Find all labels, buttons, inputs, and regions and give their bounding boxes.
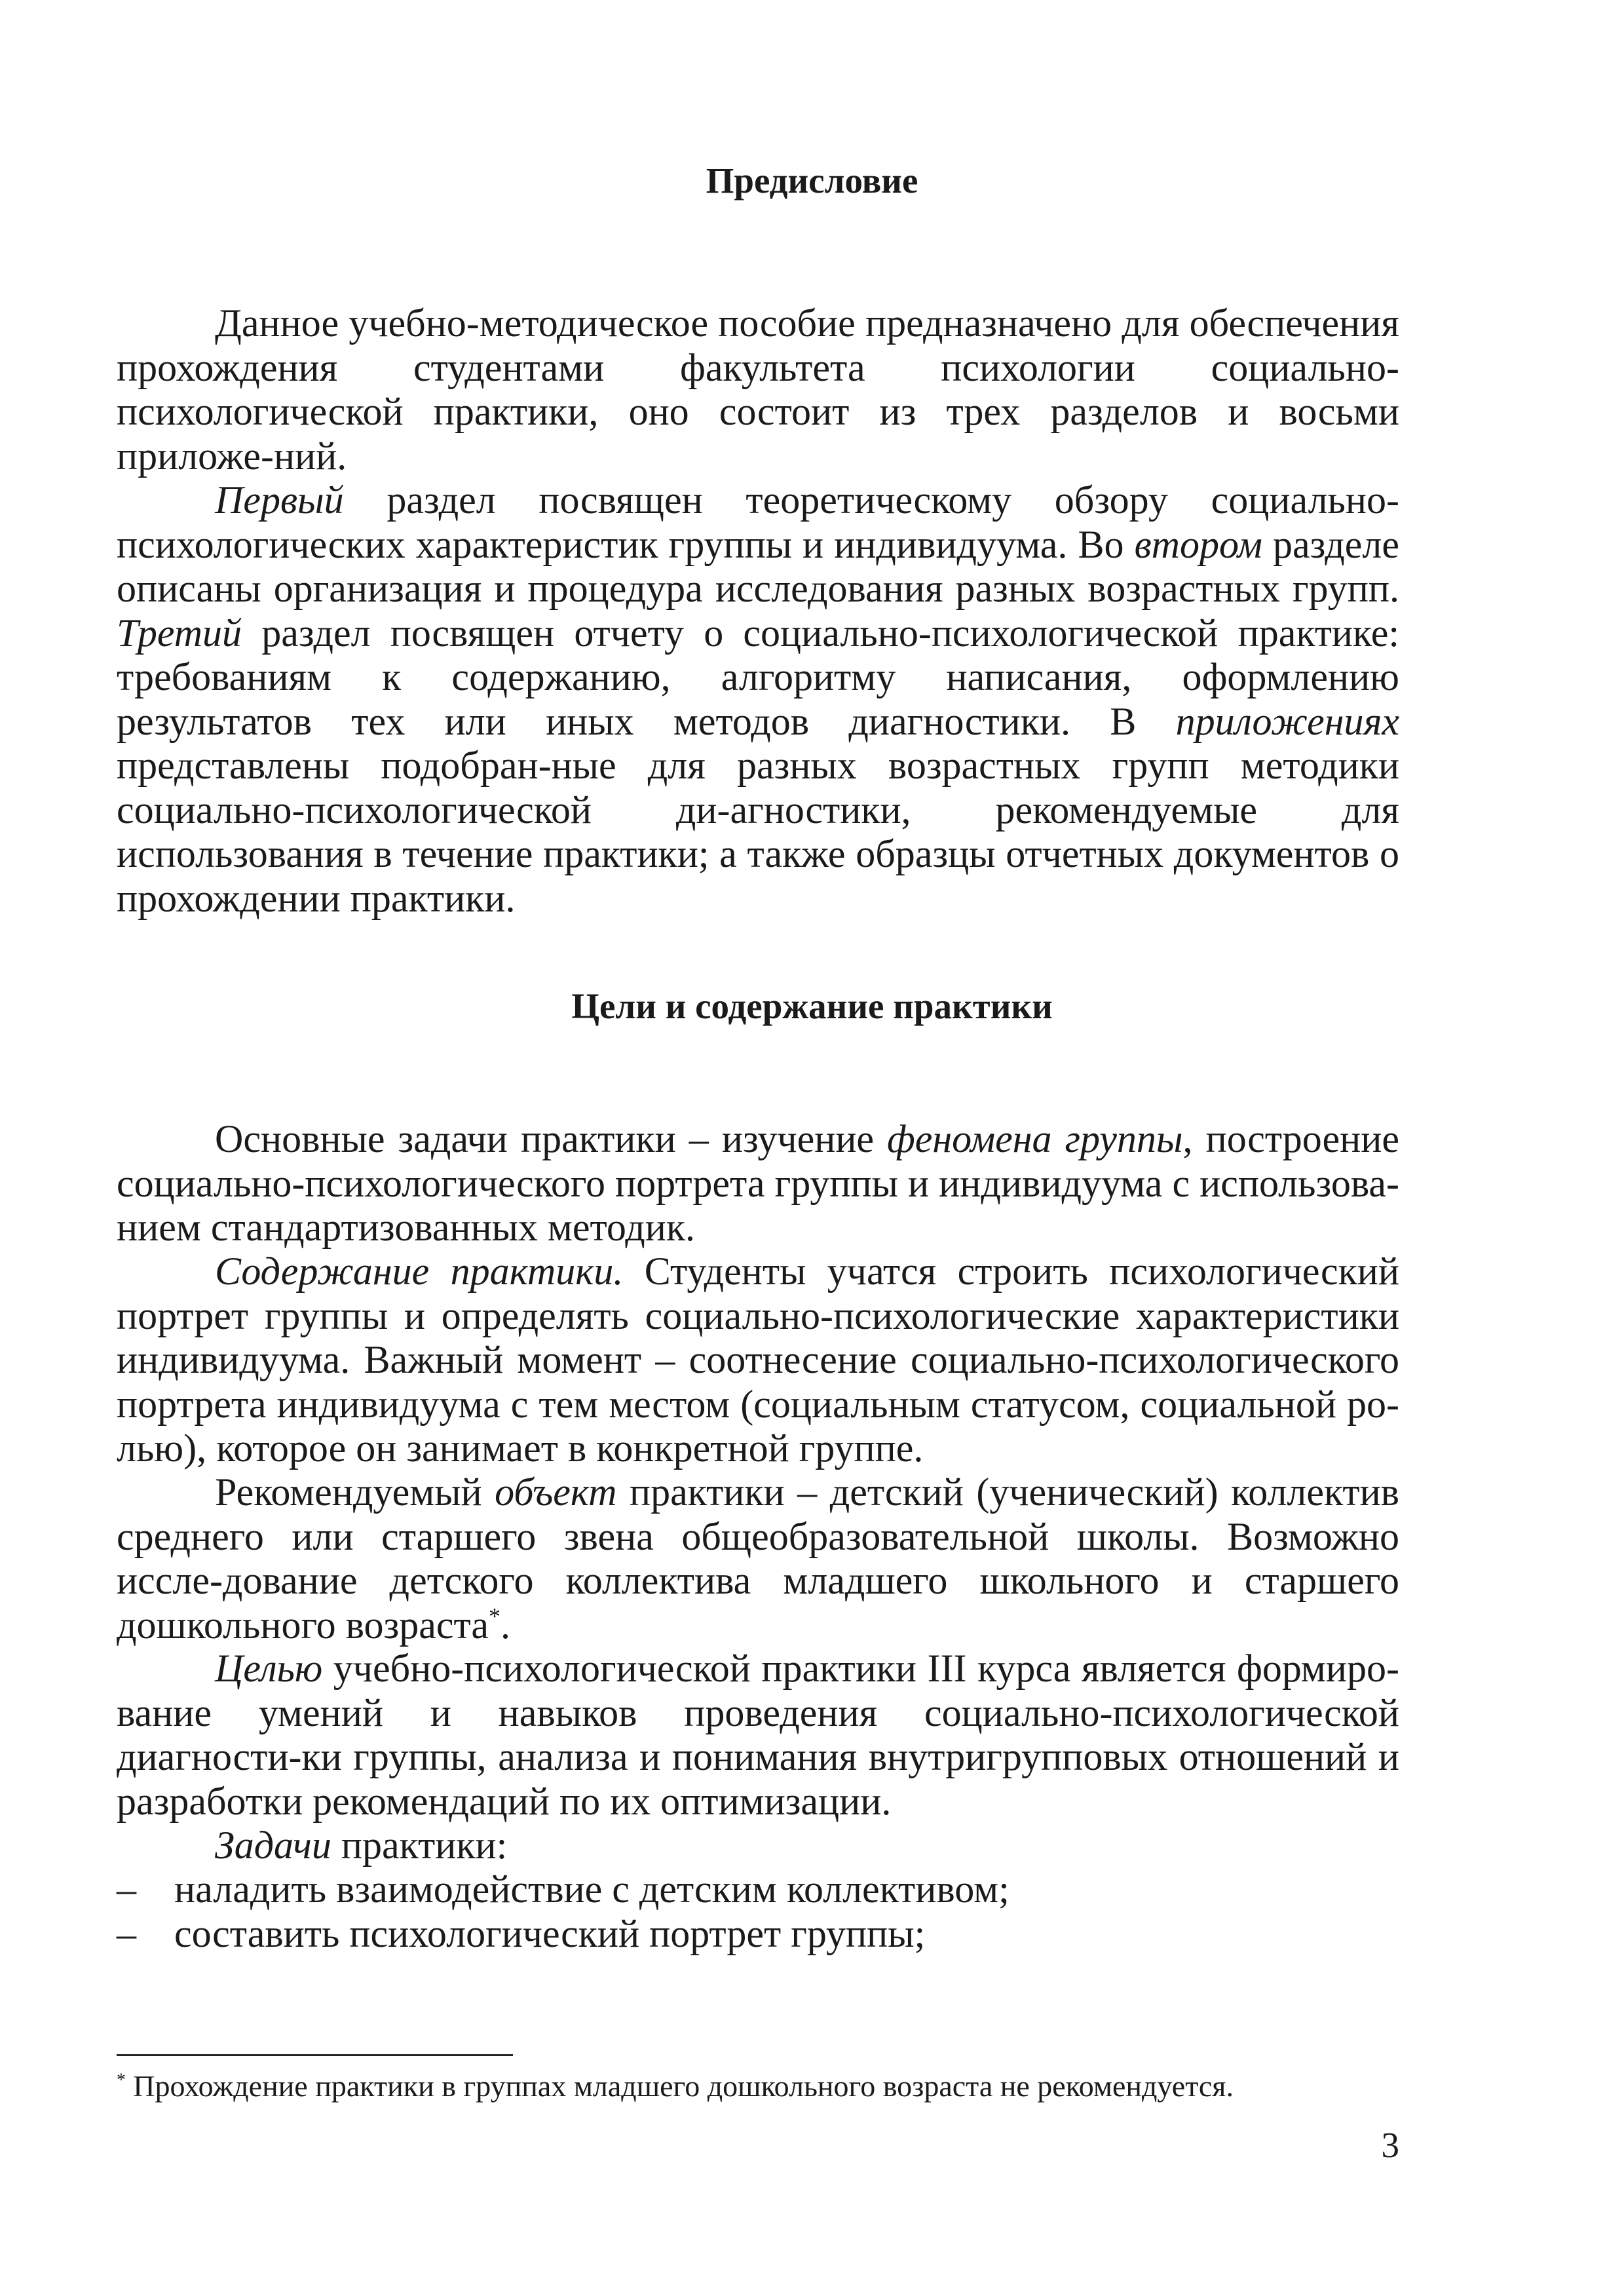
list-item [117,1912,1399,1957]
preface-heading: Предисловие [706,161,918,201]
emphasis-practice-content: Содержание практики. [215,1250,624,1293]
footnote-text: Прохождение практики в группах младшего дошкольного возраста не рекомендуется. [125,2069,1234,2103]
dash-bullet: – [117,1912,136,1955]
preface-paragraph-1: Данное учебно-методическое пособие предназначено для обеспечения прохождения студентами факультета психологии социально-психологической практики, оно состоит из трех разделов и восьми приложе-ний. [117,301,1399,478]
emphasis-goal: Целью [215,1647,323,1690]
emphasis-tasks: Задачи [215,1824,331,1867]
emphasis-third: Третий [117,611,242,655]
list-item [117,1867,1399,1912]
emphasis-group-phenomenon: феномена группы [887,1117,1183,1160]
emphasis-first: Первый [215,478,344,522]
goals-paragraph-4: Целью учебно-психологической практики III курса является формиро-вание умений и навыков проведения социально-психологической диагности-ки группы, анализа и понимания внутригрупповых отношений и разработки рекомендаций по их оптимизации. [117,1647,1399,1823]
goals-paragraph-3: Рекомендуемый объект практики – детский (ученический) коллектив среднего или старшего звена общеобразовательной школы. Возможно иссле-дование детского коллектива младшего школьного и старшего дошкольного возраста*. [117,1470,1400,1647]
footnote-reference: * [489,1602,501,1629]
emphasis-object: объект [495,1470,617,1514]
emphasis-appendices: приложениях [1175,699,1399,743]
list-item-text: составить психологический портрет группы; [174,1912,926,1955]
emphasis-second: втором [1134,522,1262,566]
preface-paragraph-2: Первый раздел посвящен теоретическому обзору социально-психологических характеристик группы и индивидуума. Во втором разделе описаны организация и процедура исследования разных возрастных групп. Третий раздел посвящен отчету о социально-психологической практике: требованиям к содержанию, алгоритму написания, оформлению результатов тех или иных методов диагностики. В приложениях представлены подобран-ные для разных возрастных групп методики социально-психологической ди-агностики, рекомендуемые для использования в течение практики; а также образцы отчетных документов о прохождении практики. [117,478,1399,920]
goals-paragraph-1: Основные задачи практики – изучение феномена группы, построение социально-психологического портрета группы и индивидуума с использова-нием стандартизованных методик. [117,1117,1399,1249]
page-number: 3 [1381,2125,1399,2165]
footnote-separator [117,2054,513,2056]
list-item-text: наладить взаимодействие с детским коллективом; [174,1867,1010,1911]
footnote [117,2069,1399,2103]
footnote-mark: * [117,2069,126,2090]
tasks-lead: Задачи практики: [215,1824,508,1867]
dash-bullet: – [117,1867,136,1911]
goals-paragraph-2: Содержание практики. Студенты учатся строить психологический портрет группы и определять социально-психологические характеристики индивидуума. Важный момент – соотнесение социально-психологического портрета индивидуума с тем местом (социальным статусом, социальной ро-лью), которое он занимает в конкретной группе. [117,1250,1399,1470]
goals-heading: Цели и содержание практики [571,986,1053,1026]
